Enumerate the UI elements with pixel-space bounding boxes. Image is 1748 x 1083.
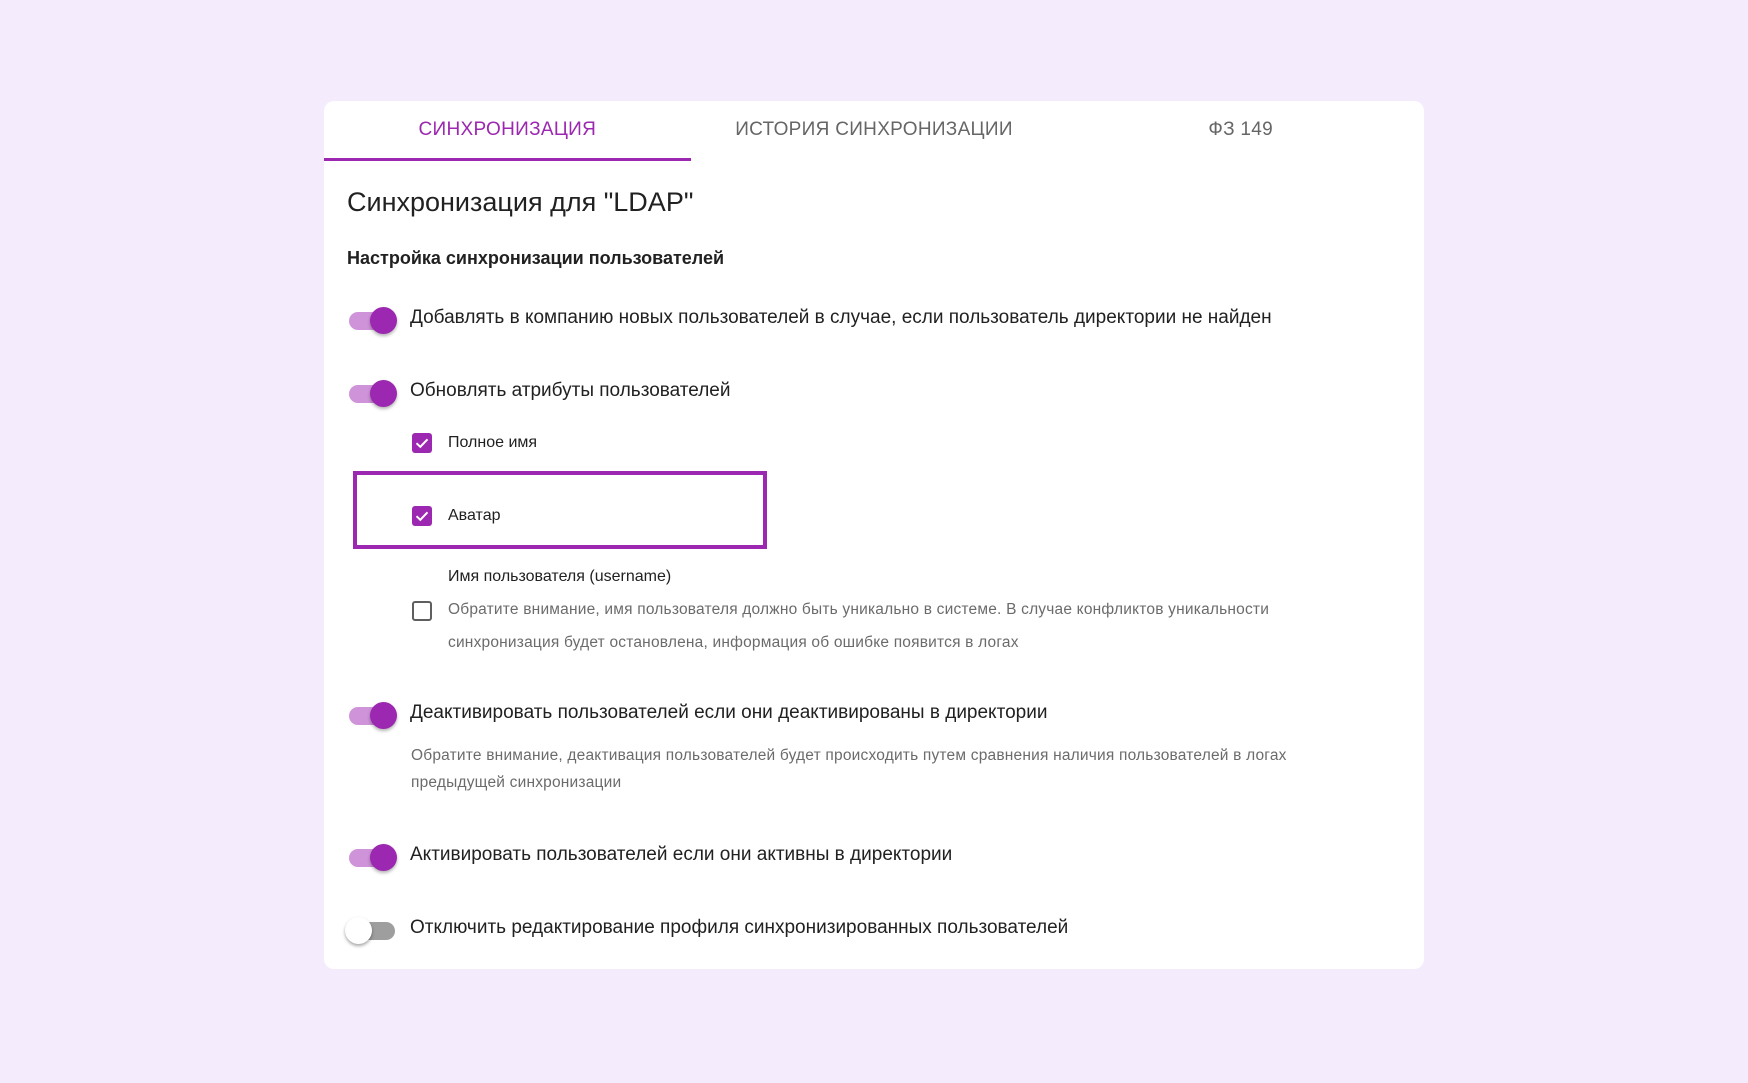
username-hint-line1: Обратите внимание, имя пользователя должно быть уникально в системе. В случае конфликтов уникальности [448, 601, 1270, 618]
toggle-knob [370, 702, 397, 729]
checkmark-icon [414, 435, 430, 451]
sync-settings-card [324, 101, 1424, 969]
add-new-users-label: Добавлять в компанию новых пользователей в случае, если пользователь директории не найден [410, 307, 1272, 328]
tab-sync-history[interactable]: ИСТОРИЯ СИНХРОНИЗАЦИИ [735, 119, 1013, 140]
tab-bar [324, 101, 1424, 161]
deactivate-hint-line2: предыдущей синхронизации [411, 774, 622, 791]
deactivate-users-label: Деактивировать пользователей если они деактивированы в директории [410, 702, 1048, 723]
update-attributes-toggle[interactable] [348, 377, 400, 407]
deactivate-hint-line1: Обратите внимание, деактивация пользователей будет происходить путем сравнения наличия пользователей в логах [411, 747, 1287, 764]
username-label: Имя пользователя (username) [448, 568, 672, 585]
toggle-knob [370, 844, 397, 871]
deactivate-users-toggle[interactable] [348, 699, 400, 729]
toggle-knob [345, 917, 372, 944]
activate-users-toggle[interactable] [348, 841, 400, 871]
page-title: Синхронизация для "LDAP" [347, 187, 694, 217]
activate-users-label: Активировать пользователей если они активны в директории [410, 844, 953, 865]
update-attributes-label: Обновлять атрибуты пользователей [410, 380, 731, 401]
full-name-checkbox[interactable] [412, 433, 432, 453]
toggle-knob [370, 307, 397, 334]
username-hint-line2: синхронизация будет остановлена, информация об ошибке появится в логах [448, 634, 1019, 651]
tab-sync[interactable]: СИНХРОНИЗАЦИЯ [324, 101, 691, 159]
checkmark-icon [414, 508, 430, 524]
disable-profile-editing-label: Отключить редактирование профиля синхронизированных пользователей [410, 917, 1069, 938]
toggle-knob [370, 380, 397, 407]
full-name-label: Полное имя [448, 434, 538, 451]
add-new-users-toggle[interactable] [348, 304, 400, 334]
disable-profile-editing-toggle[interactable] [348, 914, 400, 944]
tab-fz-149[interactable]: ФЗ 149 [1208, 119, 1274, 140]
username-checkbox[interactable] [412, 601, 432, 621]
avatar-checkbox[interactable] [412, 506, 432, 526]
avatar-label: Аватар [448, 507, 501, 524]
section-title: Настройка синхронизации пользователей [347, 248, 725, 268]
